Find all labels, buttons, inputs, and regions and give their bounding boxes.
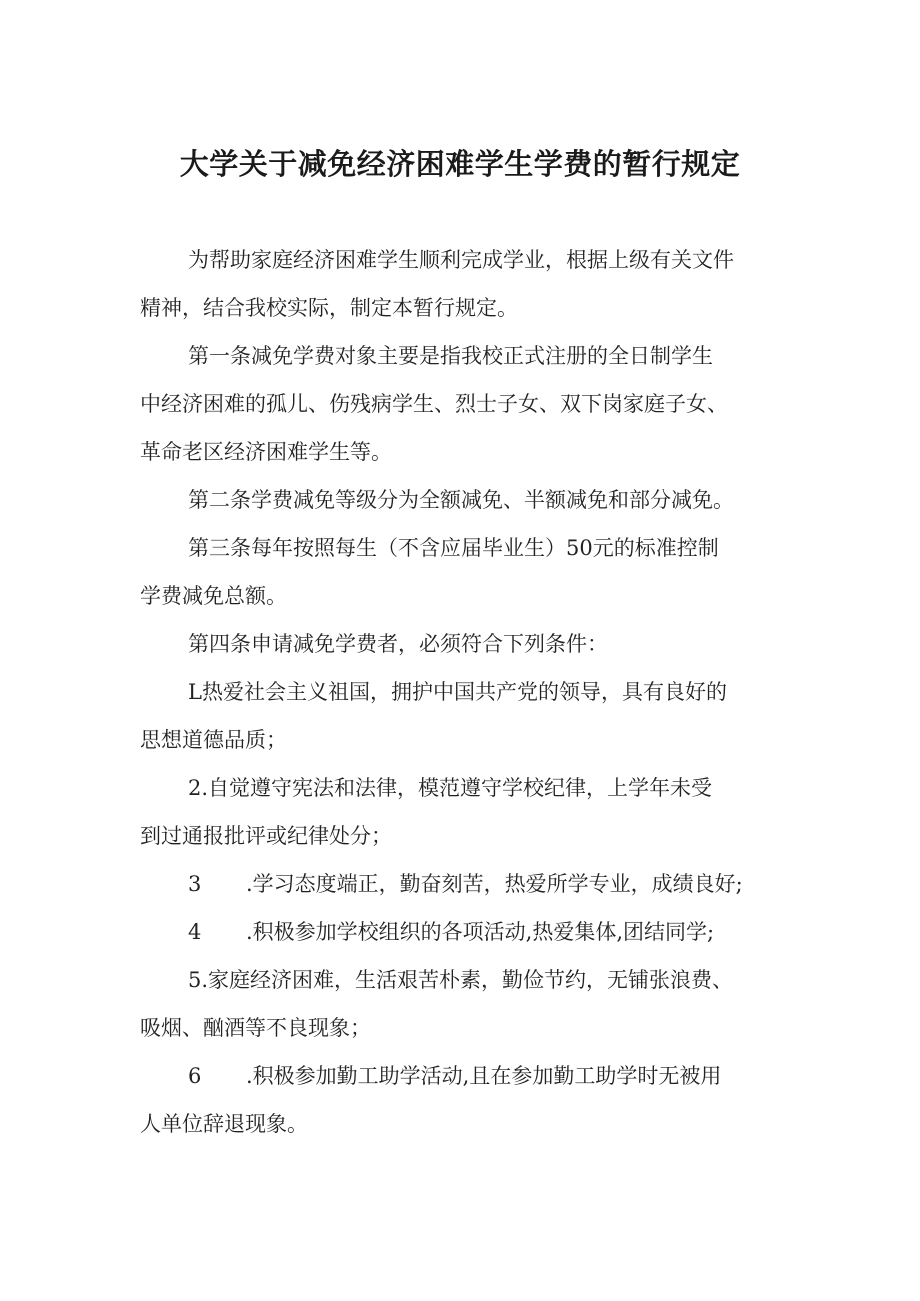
- condition-2-line: 2.自觉遵守宪法和法律，模范遵守学校纪律，上学年未受: [188, 776, 713, 800]
- article-2-line: 第二条学费减免等级分为全额减免、半额减免和部分减免。: [188, 488, 734, 512]
- condition-1-line: 思想道德品质；: [140, 728, 287, 752]
- condition-3-line: [188, 869, 800, 899]
- article-1-line: 中经济困难的孤儿、伤残病学生、烈士子女、双下岗家庭子女、: [140, 392, 728, 416]
- article-3-line: 学费减免总额。: [140, 584, 287, 608]
- condition-6-text: .积极参加勤工助学活动,且在参加勤工助学时无被用: [246, 1064, 722, 1088]
- condition-6-line: 人单位辞退现象。: [140, 1112, 308, 1136]
- article-4-line: 第四条申请减免学费者，必须符合下列条件：: [188, 632, 608, 656]
- item-number: 3: [188, 872, 202, 896]
- article-1-line: 第一条减免学费对象主要是指我校正式注册的全日制学生: [188, 344, 713, 368]
- item-number: 4: [188, 920, 202, 944]
- condition-5-line: 5.家庭经济困难，生活艰苦朴素，勤俭节约，无铺张浪费、: [188, 968, 734, 992]
- paragraph-line: 为帮助家庭经济困难学生顺利完成学业，根据上级有关文件: [188, 248, 734, 272]
- condition-6-line: [188, 1061, 800, 1091]
- document-title: 大学关于减免经济困难学生学费的暂行规定: [179, 147, 741, 181]
- condition-4-text: .积极参加学校组织的各项活动,热爱集体,团结同学;: [246, 920, 715, 944]
- paragraph-line: 精神，结合我校实际，制定本暂行规定。: [140, 296, 518, 320]
- article-1-line: 革命老区经济困难学生等。: [140, 440, 392, 464]
- article-3-line: 第三条每年按照每生（不含应届毕业生）50元的标准控制: [188, 536, 719, 560]
- condition-5-line: 吸烟、酗酒等不良现象；: [140, 1016, 371, 1040]
- condition-4-line: [188, 917, 800, 947]
- condition-1-line: L热爱社会主义祖国，拥护中国共产党的领导，具有良好的: [188, 680, 727, 704]
- item-number: 6: [188, 1064, 202, 1088]
- condition-2-line: 到过通报批评或纪律处分；: [140, 824, 392, 848]
- condition-3-text: .学习态度端正，勤奋刻苦，热爱所学专业，成绩良好;: [246, 872, 743, 896]
